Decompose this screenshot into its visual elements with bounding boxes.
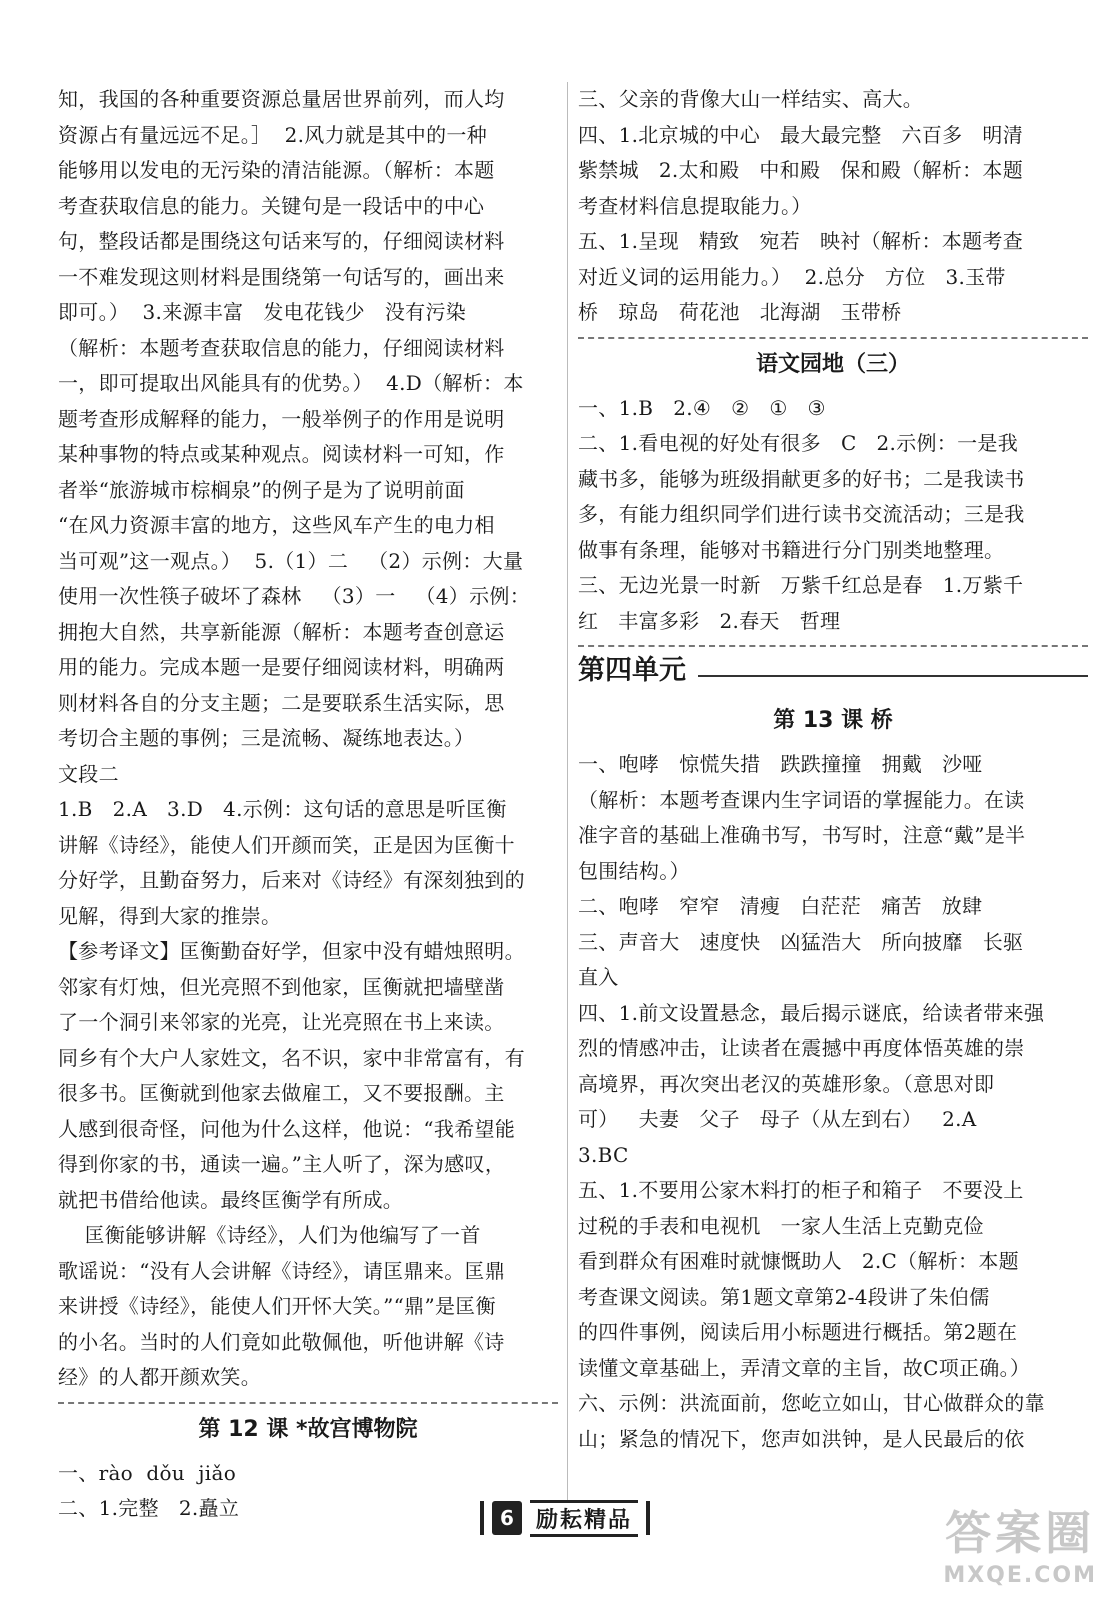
text-line: 三、无边光景一时新 万紫千红总是春 1.万紫千 (578, 573, 1024, 597)
text-line: 匡衡能够讲解《诗经》，人们为他编写了一首 (58, 1223, 481, 1247)
text-line: 能够用以发电的无污染的清洁能源。（解析：本题 (58, 158, 495, 182)
text-line: 就把书借给他读。最终匡衡学有所成。 (58, 1187, 404, 1212)
text-line: 来讲授《诗经》，能使人们开怀大笑。”“鼎”是匡衡 (58, 1294, 496, 1318)
text-line: 资源占有量远远不足。］ 2.风力就是其中的一种 (58, 122, 487, 147)
text-line: 考查获取信息的能力。关键句是一段话中的中心 (58, 193, 485, 218)
text-line: 则材料各自的分支主题；二是要联系生活实际，思 (58, 690, 505, 715)
unit-title: 第四单元 (578, 655, 686, 686)
text-line: 1.B 2.A 3.D 4.示例：这句话的意思是听匡衡 (58, 797, 507, 821)
text-line: 一、1.B 2.④ ② ① ③ (578, 395, 826, 420)
text-line: 拥抱大自然，共享新能源（解析：本题考查创意运 (58, 619, 505, 644)
page-footer (480, 1498, 680, 1538)
brand-name: 励耘精品 (530, 1500, 638, 1537)
text-line: 见解，得到大家的推崇。 (58, 903, 282, 928)
text-line: 包围结构。） (578, 858, 690, 883)
text-line: 某种事物的特点或某种观点。阅读材料一可知，作 (58, 442, 505, 466)
text-line: 邻家有灯烛，但光亮照不到他家，匡衡就把墙壁凿 (58, 974, 505, 999)
text-line: 二、1.完整 2.矗立 (58, 1496, 240, 1520)
text-line: 看到群众有困难时就慷慨助人 2.C（解析：本题 (578, 1249, 1019, 1273)
text-line: 歌谣说：“没有人会讲解《诗经》，请匡鼎来。匡鼎 (58, 1258, 506, 1283)
unit-rule (698, 675, 1088, 677)
text-line: 得到你家的书，通读一遍。”主人听了，深为感叹， (58, 1152, 506, 1176)
text-line: 四、1.北京城的中心 最大最完整 六百多 明清 (578, 122, 1023, 147)
text-line: “在风力资源丰富的地方，这些风车产生的电力相 (58, 513, 495, 537)
footer-bar (480, 1501, 484, 1535)
text-line: 烈的情感冲击，让读者在震撼中再度体悟英雄的崇 (578, 1036, 1025, 1060)
text-line: 高境界，再次突出老汉的英雄形象。（意思对即 (578, 1071, 995, 1096)
text-line: 六、示例：洪流面前，您屹立如山，甘心做群众的靠 (578, 1391, 1045, 1415)
text-line: 文段二 (58, 761, 119, 786)
lesson-12-title: 第 12 课 *故宫博物院 (198, 1416, 418, 1442)
text-line: 过税的手表和电视机 一家人生活上克勤克俭 (578, 1213, 984, 1238)
text-line: 五、1.呈现 精致 宛若 映衬（解析：本题考查 (578, 229, 1023, 253)
text-line: 句，整段话都是围绕这句话来写的，仔细阅读材料 (58, 229, 505, 253)
text-line: 即可。） 3.来源丰富 发电花钱少 没有污染 (58, 300, 467, 324)
text-line: 用的能力。完成本题一是要仔细阅读材料，明确两 (58, 655, 505, 679)
text-line: 知，我国的各种重要资源总量居世界前列，而人均 (58, 87, 505, 111)
text-line: 分好学，且勤奋努力，后来对《诗经》有深刻独到的 (58, 868, 525, 892)
text-line: 多，有能力组织同学们进行读书交流活动；三是我 (578, 502, 1025, 526)
text-line: 可） 夫妻 父子 母子（从左到右） 2.A (578, 1107, 977, 1131)
page-number: 6 (492, 1501, 522, 1535)
text-line: 做事有条理，能够对书籍进行分门别类地整理。 (578, 537, 1005, 562)
text-line: 的四件事例，阅读后用小标题进行概括。第2题在 (578, 1320, 1018, 1344)
watermark-site: MXQE.COM (943, 1563, 1097, 1588)
text-line: 四、1.前文设置悬念，最后揭示谜底，给读者带来强 (578, 1000, 1045, 1025)
text-line: 一、rào dǒu jiǎo (58, 1460, 237, 1485)
footer-bar (646, 1501, 650, 1535)
text-line: 读懂文章基础上，弄清文章的主旨，故C项正确。） (578, 1355, 1031, 1380)
text-line: 直入 (578, 965, 619, 989)
text-line: 人感到很奇怪，问他为什么这样，他说：“我希望能 (58, 1116, 516, 1141)
left-column (58, 82, 558, 1527)
text-line: 考查材料信息提取能力。） (578, 193, 812, 218)
text-line: 经》的人都开颜欢笑。 (58, 1365, 261, 1389)
text-line: 同乡有个大户人家姓文，名不识，家中非常富有，有 (58, 1045, 525, 1070)
text-line: （解析：本题考查获取信息的能力，仔细阅读材料 (58, 335, 505, 360)
text-line: 一不难发现这则材料是围绕第一句话写的，画出来 (58, 264, 505, 289)
unit-four-heading (578, 647, 1088, 695)
text-line: 了一个洞引来邻家的光亮，让光亮照在书上来读。 (58, 1010, 505, 1034)
text-line: 的小名。当时的人们竟如此敬佩他，听他讲解《诗 (58, 1329, 505, 1354)
lesson-13-title: 第 13 课 桥 (773, 708, 893, 733)
right-answer-block-2 (578, 391, 1088, 640)
right-column (578, 82, 1088, 1457)
text-line: 【参考译文】匡衡勤奋好学，但家中没有蜡烛照明。 (58, 939, 525, 963)
text-line: 考切合主题的事例；三是流畅、凝练地表达。） (58, 726, 475, 750)
text-line: 三、声音大 速度快 凶猛浩大 所向披靡 长驱 (578, 929, 1024, 954)
text-line: 藏书多，能够为班级捐献更多的好书；二是我读书 (578, 466, 1025, 491)
right-answer-block-1 (578, 82, 1088, 331)
text-line: 题考查形成解释的能力，一般举例子的作用是说明 (58, 406, 505, 431)
text-line: 对近义词的运用能力。） 2.总分 方位 3.玉带 (578, 264, 1006, 289)
text-line: 二、咆哮 窄窄 清瘦 白茫茫 痛苦 放肆 (578, 894, 983, 918)
text-line: 使用一次性筷子破坏了森林 （3）一 （4）示例： (58, 584, 530, 608)
text-line: 当可观”这一观点。） 5.（1）二 （2）示例：大量 (58, 548, 524, 573)
yuwen-garden-title: 语文园地（三） (755, 351, 910, 377)
text-line: 3.BC (578, 1142, 629, 1167)
text-line: 讲解《诗经》，能使人们开颜而笑，正是因为匡衡十 (58, 832, 515, 857)
text-line: 二、1.看电视的好处有很多 C 2.示例：一是我 (578, 431, 1019, 455)
text-line: 红 丰富多彩 2.春天 哲理 (578, 608, 841, 633)
text-line: （解析：本题考查课内生字词语的掌握能力。在读 (578, 787, 1025, 812)
text-line: 考查课文阅读。第1题文章第2-4段讲了朱伯儒 (578, 1284, 990, 1309)
text-line: 一，即可提取出风能具有的优势。） 4.D（解析：本 (58, 371, 524, 395)
text-line: 山；紧急的情况下，您声如洪钟，是人民最后的依 (578, 1426, 1025, 1451)
watermark (943, 1497, 1097, 1588)
text-line: 桥 琼岛 荷花池 北海湖 玉带桥 (578, 300, 902, 324)
text-line: 很多书。匡衡就到他家去做雇工，又不要报酬。主 (58, 1081, 505, 1105)
column-divider (567, 82, 568, 1502)
text-line: 三、父亲的背像大山一样结实、高大。 (578, 87, 924, 111)
text-line: 五、1.不要用公家木料打的柜子和箱子 不要没上 (578, 1178, 1024, 1202)
text-line: 准字音的基础上准确书写，书写时，注意“戴”是半 (578, 823, 1026, 847)
left-answer-block-1 (58, 82, 558, 1396)
watermark-logo-text: 答案圈 (945, 1506, 1096, 1560)
text-line: 者举“旅游城市棕榈泉”的例子是为了说明前面 (58, 477, 465, 502)
right-answer-block-3 (578, 747, 1088, 1457)
text-line: 紫禁城 2.太和殿 中和殿 保和殿（解析：本题 (578, 158, 1023, 182)
text-line: 一、咆哮 惊慌失措 跌跌撞撞 拥戴 沙哑 (578, 752, 983, 776)
